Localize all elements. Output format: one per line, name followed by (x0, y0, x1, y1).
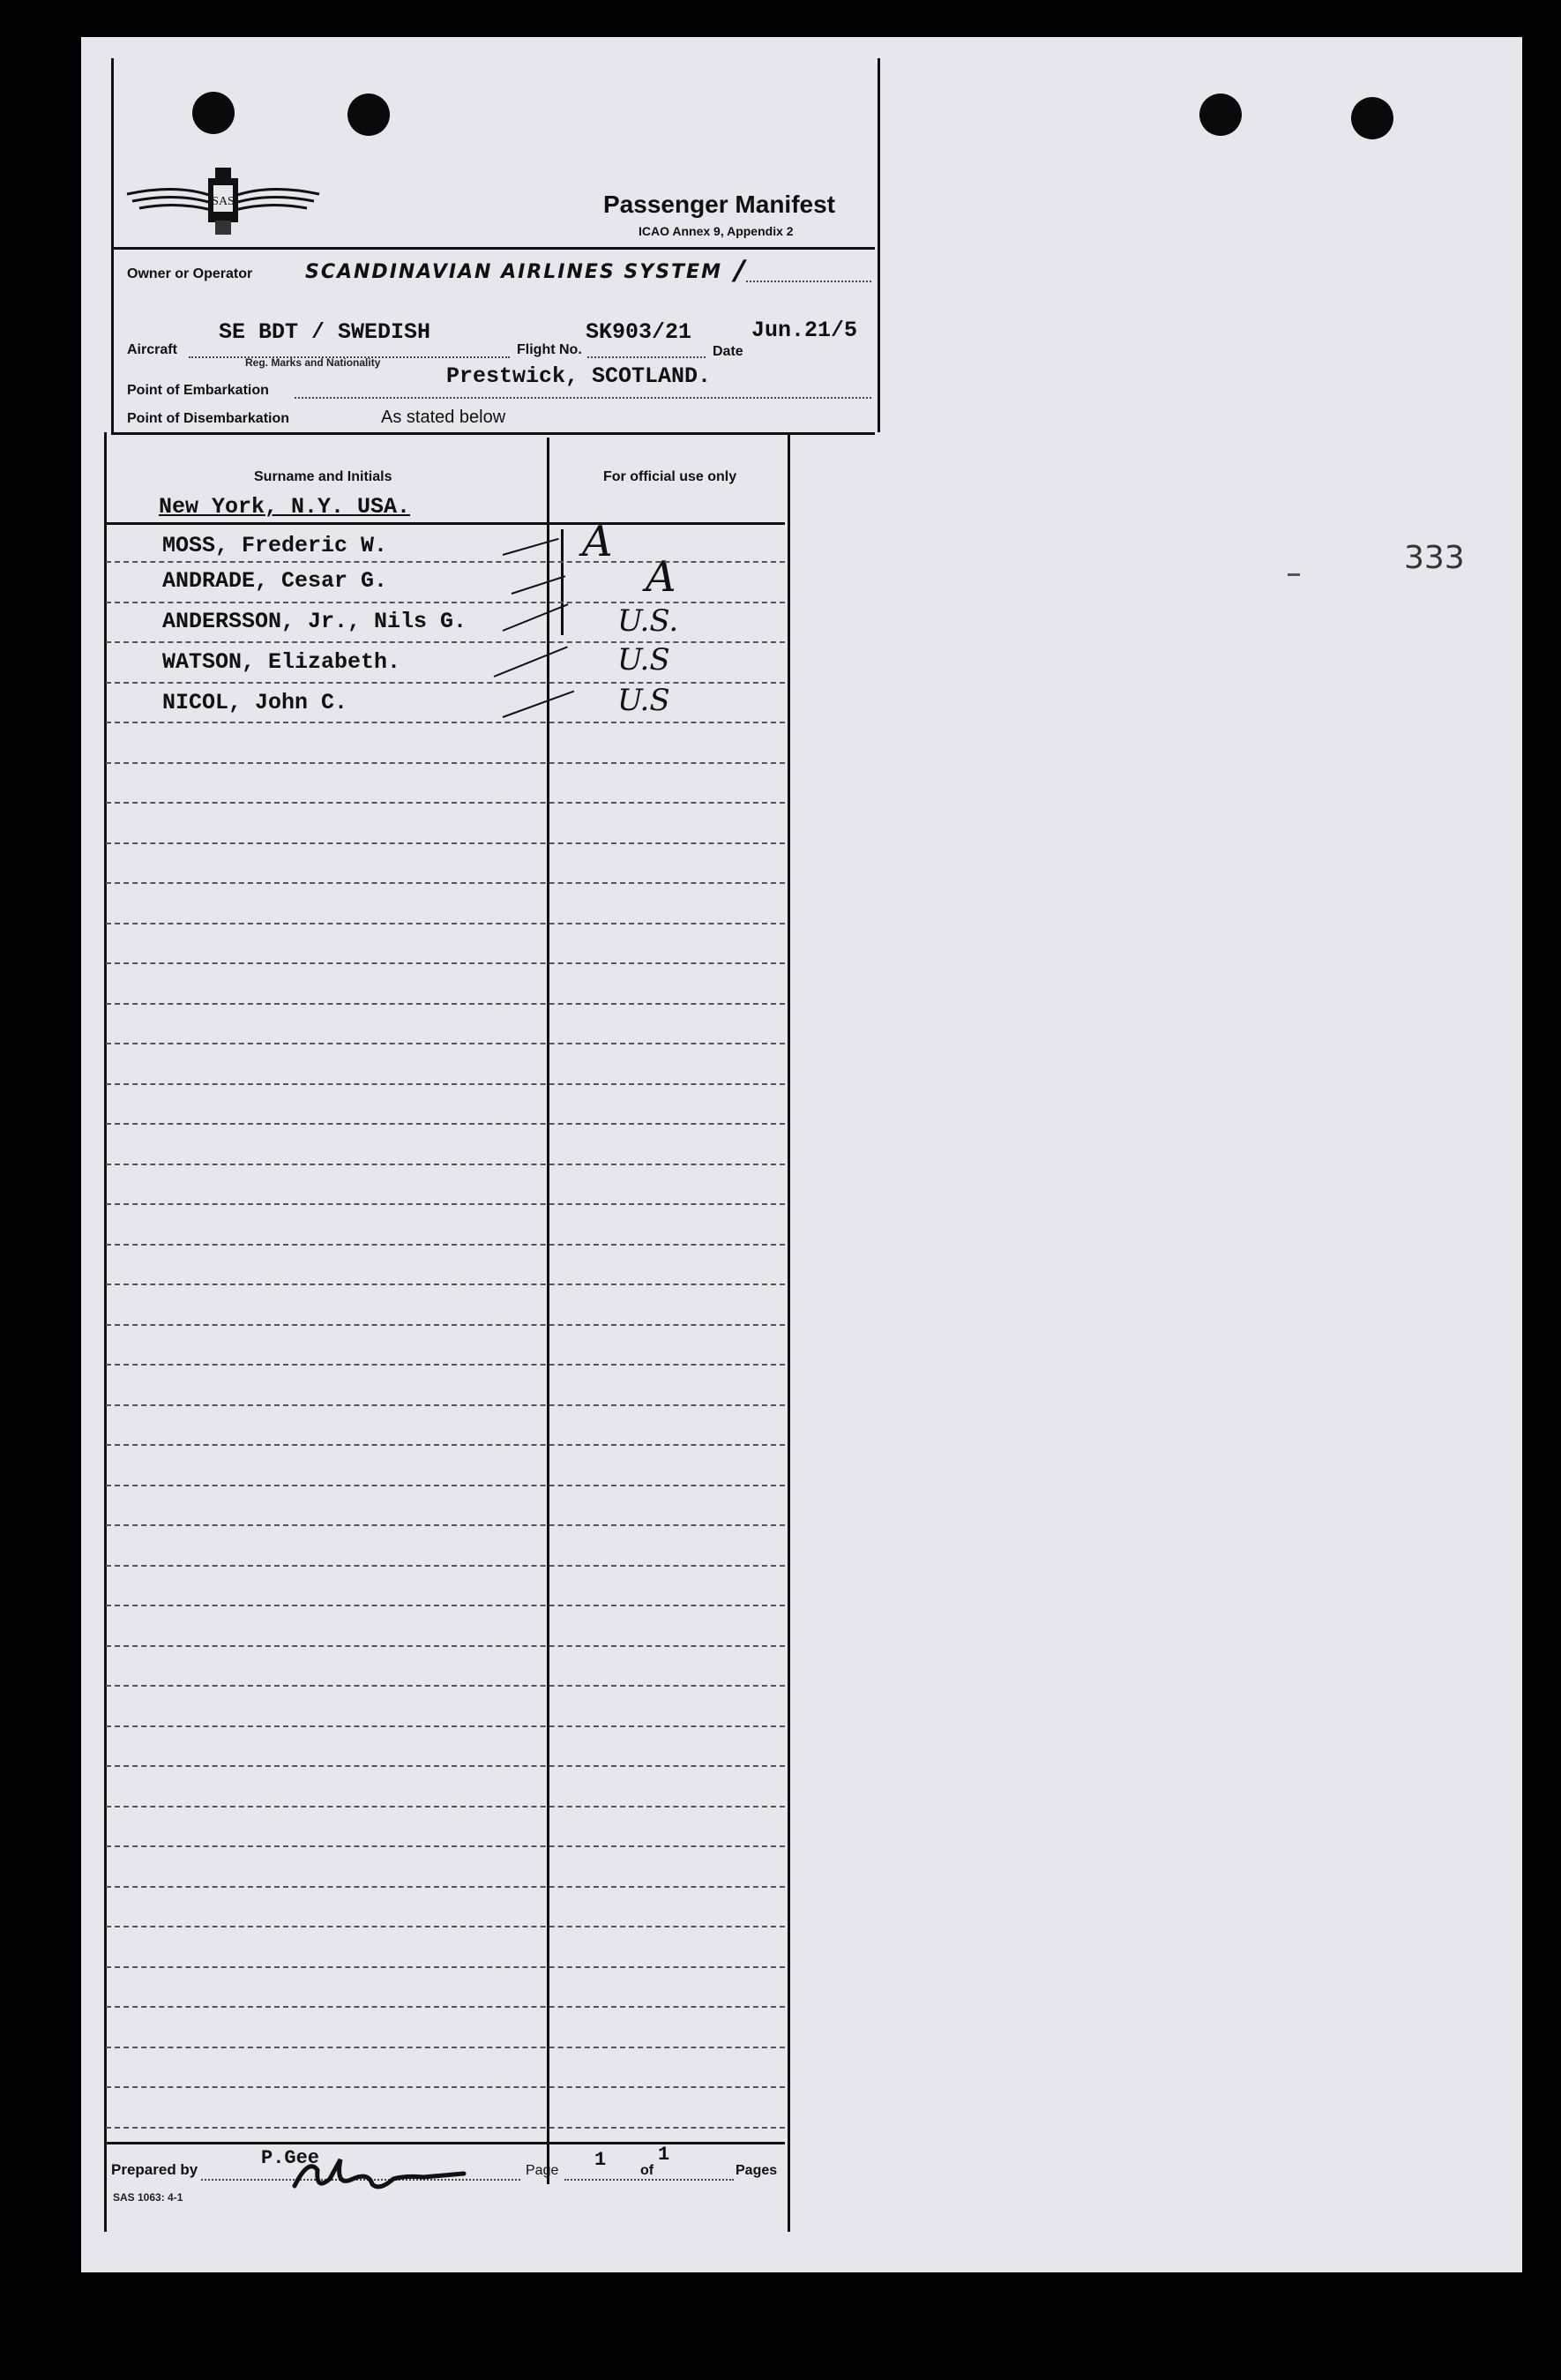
punch-hole (1199, 94, 1242, 136)
table-ruled-line (106, 1284, 785, 1285)
disembarkation-value: As stated below (381, 408, 506, 427)
passenger-name: WATSON, Elizabeth. (162, 649, 401, 675)
aircraft-value: SE BDT / SWEDISH (219, 319, 431, 345)
table-ruled-line (106, 842, 785, 844)
manifest-title: Passenger Manifest (603, 191, 835, 218)
table-ruled-line (106, 1725, 785, 1727)
aircraft-sublabel: Reg. Marks and Nationality (245, 356, 381, 369)
table-ruled-line (106, 1123, 785, 1125)
table-ruled-line (106, 1685, 785, 1687)
official-mark: A (646, 552, 676, 602)
table-ruled-line (106, 682, 785, 684)
pages-label: Pages (736, 2163, 778, 2178)
date-label: Date (713, 344, 743, 359)
table-ruled-line (106, 1164, 785, 1165)
table-ruled-line (106, 1444, 785, 1446)
page-number-total: 1 (658, 2144, 670, 2166)
table-ruled-line (106, 1926, 785, 1927)
page-field-line (564, 2179, 734, 2181)
prepared-by-value: P.Gee (261, 2147, 320, 2169)
airline-logo (123, 162, 323, 238)
table-ruled-line (106, 923, 785, 924)
embarkation-field-line (295, 397, 871, 399)
table-ruled-line (106, 1485, 785, 1486)
footer-divider (104, 2142, 785, 2144)
archive-page-number: 333 (1404, 540, 1465, 576)
signature (291, 2152, 467, 2197)
form-code: SAS 1063: 4-1 (113, 2191, 183, 2204)
table-ruled-line (106, 962, 785, 964)
table-ruled-line (106, 1765, 785, 1767)
table-ruled-line (106, 1845, 785, 1847)
official-mark: U.S (617, 642, 670, 677)
page-number-current: 1 (594, 2149, 607, 2171)
flight-label: Flight No. (517, 342, 582, 357)
official-mark: U.S. (617, 603, 679, 639)
table-ruled-line (106, 602, 785, 603)
table-ruled-line (106, 882, 785, 884)
flight-field-line (587, 356, 706, 358)
official-mark: A (582, 517, 613, 566)
table-ruled-line (106, 1645, 785, 1647)
handwritten-bracket (561, 529, 564, 635)
of-label: of (640, 2163, 654, 2178)
destination-heading: New York, N.Y. USA. (159, 494, 411, 520)
stray-mark (1288, 573, 1300, 576)
operator-field-line (746, 281, 871, 282)
operator-label: Owner or Operator (127, 266, 253, 281)
aircraft-label: Aircraft (127, 342, 177, 357)
table-ruled-line (106, 1565, 785, 1567)
passenger-name: MOSS, Frederic W. (162, 533, 388, 558)
page-label: Page (526, 2163, 559, 2178)
passenger-name: ANDERSSON, Jr., Nils G. (162, 609, 467, 634)
table-ruled-line (106, 1966, 785, 1968)
header-divider (111, 247, 875, 250)
operator-value: SCANDINAVIAN AIRLINES SYSTEM (305, 261, 722, 283)
table-ruled-line (106, 561, 785, 563)
table-ruled-line (106, 2127, 785, 2129)
embarkation-value: Prestwick, SCOTLAND. (446, 363, 712, 389)
flight-value: SK903/21 (586, 319, 692, 345)
table-ruled-line (106, 1203, 785, 1205)
table-ruled-line (106, 802, 785, 804)
table-ruled-line (106, 1083, 785, 1085)
operator-mark: / (730, 258, 749, 291)
column-header-names: Surname and Initials (254, 469, 392, 484)
punch-hole (1351, 97, 1393, 139)
table-ruled-line (106, 1324, 785, 1326)
table-ruled-line (106, 722, 785, 723)
table-ruled-line (106, 2086, 785, 2088)
table-ruled-line (106, 1605, 785, 1606)
table-ruled-line (106, 2006, 785, 2008)
table-ruled-line (106, 1524, 785, 1526)
table-ruled-line (106, 2047, 785, 2048)
table-ruled-line (106, 641, 785, 643)
date-value: Jun.21/5 (751, 318, 858, 343)
official-mark: U.S (617, 683, 670, 718)
table-ruled-line (106, 1043, 785, 1044)
table-ruled-line (106, 762, 785, 764)
table-header-divider (106, 522, 785, 525)
passenger-name: ANDRADE, Cesar G. (162, 568, 388, 594)
table-ruled-line (106, 1886, 785, 1888)
disembarkation-label: Point of Disembarkation (127, 411, 290, 426)
table-ruled-line (106, 1003, 785, 1005)
passenger-name: NICOL, John C. (162, 690, 348, 715)
manifest-subtitle: ICAO Annex 9, Appendix 2 (639, 224, 794, 238)
table-ruled-line (106, 1404, 785, 1406)
svg-text:SAS: SAS (212, 195, 235, 208)
column-header-official: For official use only (603, 469, 737, 484)
prepared-by-label: Prepared by (111, 2161, 198, 2178)
table-ruled-line (106, 1244, 785, 1246)
embarkation-label: Point of Embarkation (127, 383, 269, 398)
table-ruled-line (106, 1364, 785, 1366)
table-ruled-line (106, 1806, 785, 1807)
